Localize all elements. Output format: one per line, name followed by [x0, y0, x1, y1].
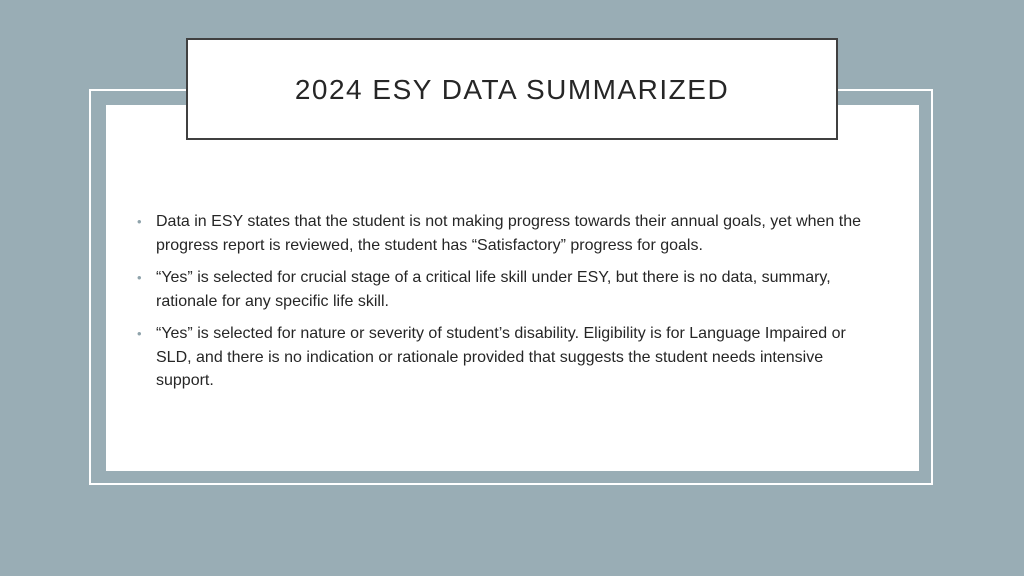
slide-title: 2024 ESY DATA SUMMARIZED [294, 74, 730, 105]
bullet-text: “Yes” is selected for crucial stage of a critical life skill under ESY, but there is no data, summary, rationale for any specific life skill. [156, 269, 831, 310]
bullet-icon: • [137, 214, 142, 229]
bullet-item [137, 210, 867, 257]
bullet-item [137, 266, 867, 313]
bullet-icon: • [137, 326, 142, 341]
title-box [186, 38, 838, 140]
bullet-text: “Yes” is selected for nature or severity of student’s disability. Eligibility is for Language Impaired or SLD, and there is no indication or rationale provided that suggests the student needs intensive support. [156, 325, 846, 389]
bullet-item [137, 322, 867, 393]
bullet-text: Data in ESY states that the student is not making progress towards their annual goals, yet when the progress report is reviewed, the student has “Satisfactory” progress for goals. [156, 213, 861, 254]
bullet-list [137, 210, 867, 402]
bullet-icon: • [137, 270, 142, 285]
